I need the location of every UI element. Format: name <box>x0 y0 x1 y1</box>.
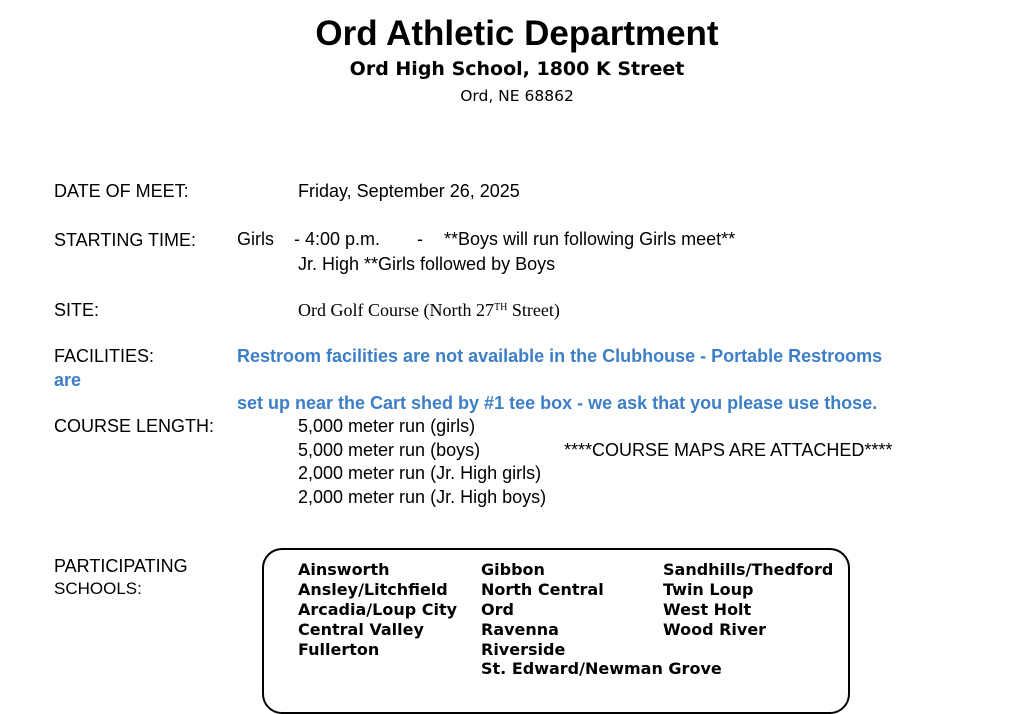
course-maps-note: ****COURSE MAPS ARE ATTACHED**** <box>564 440 893 460</box>
participating-label: PARTICIPATING <box>54 556 188 576</box>
school-name: Arcadia/Loup City <box>298 600 458 619</box>
jr-high-start-note: Jr. High **Girls followed by Boys <box>298 254 556 274</box>
course-run-item: 2,000 meter run (Jr. High girls) <box>298 463 542 483</box>
school-name: Ansley/Litchfield <box>298 580 448 599</box>
school-name: Ravenna <box>481 620 559 639</box>
site-value <box>298 300 560 321</box>
facilities-line2: set up near the Cart shed by #1 tee box - we ask that you please use those. <box>237 393 878 413</box>
meet-date-label: DATE OF MEET: <box>54 181 189 201</box>
facilities-label: FACILITIES: <box>54 346 155 366</box>
school-name: North Central <box>481 580 604 599</box>
girls-start-time: - 4:00 p.m. <box>294 229 381 249</box>
site-value-sup: TH <box>493 302 508 313</box>
school-name: Ainsworth <box>298 560 390 579</box>
school-name: Wood River <box>663 620 767 639</box>
school-address-line2: Ord, NE 68862 <box>460 87 574 105</box>
site-value-prefix: Ord Golf Course (North 27 <box>298 300 494 320</box>
school-name: St. Edward/Newman Grove <box>481 659 722 678</box>
girls-label: Girls <box>237 229 274 249</box>
school-name: Central Valley <box>298 620 424 639</box>
site-label: SITE: <box>54 300 100 320</box>
course-run-item: 5,000 meter run (boys) <box>298 440 481 460</box>
school-name: Gibbon <box>481 560 545 579</box>
meet-date-value: Friday, September 26, 2025 <box>298 181 520 201</box>
school-name: Sandhills/Thedford <box>663 560 834 579</box>
schools-label: SCHOOLS: <box>54 579 142 598</box>
boys-start-note: **Boys will run following Girls meet** <box>444 229 736 249</box>
school-name: Riverside <box>481 640 566 659</box>
time-separator: - <box>417 229 423 249</box>
course-length-label: COURSE LENGTH: <box>54 416 215 436</box>
facilities-line1-wrap: are <box>54 370 82 390</box>
school-address-line1: Ord High School, 1800 K Street <box>349 58 685 80</box>
school-name: West Holt <box>663 600 752 619</box>
site-value-suffix: Street) <box>507 300 560 320</box>
school-name: Ord <box>481 600 514 619</box>
starting-time-label: STARTING TIME: <box>54 230 197 250</box>
facilities-line1: Restroom facilities are not available in the Clubhouse - Portable Restrooms <box>237 346 883 366</box>
course-run-item: 5,000 meter run (girls) <box>298 416 476 436</box>
course-run-item: 2,000 meter run (Jr. High boys) <box>298 487 547 507</box>
page-title: Ord Athletic Department <box>315 14 719 53</box>
school-name: Fullerton <box>298 640 380 659</box>
school-name: Twin Loup <box>663 580 754 599</box>
